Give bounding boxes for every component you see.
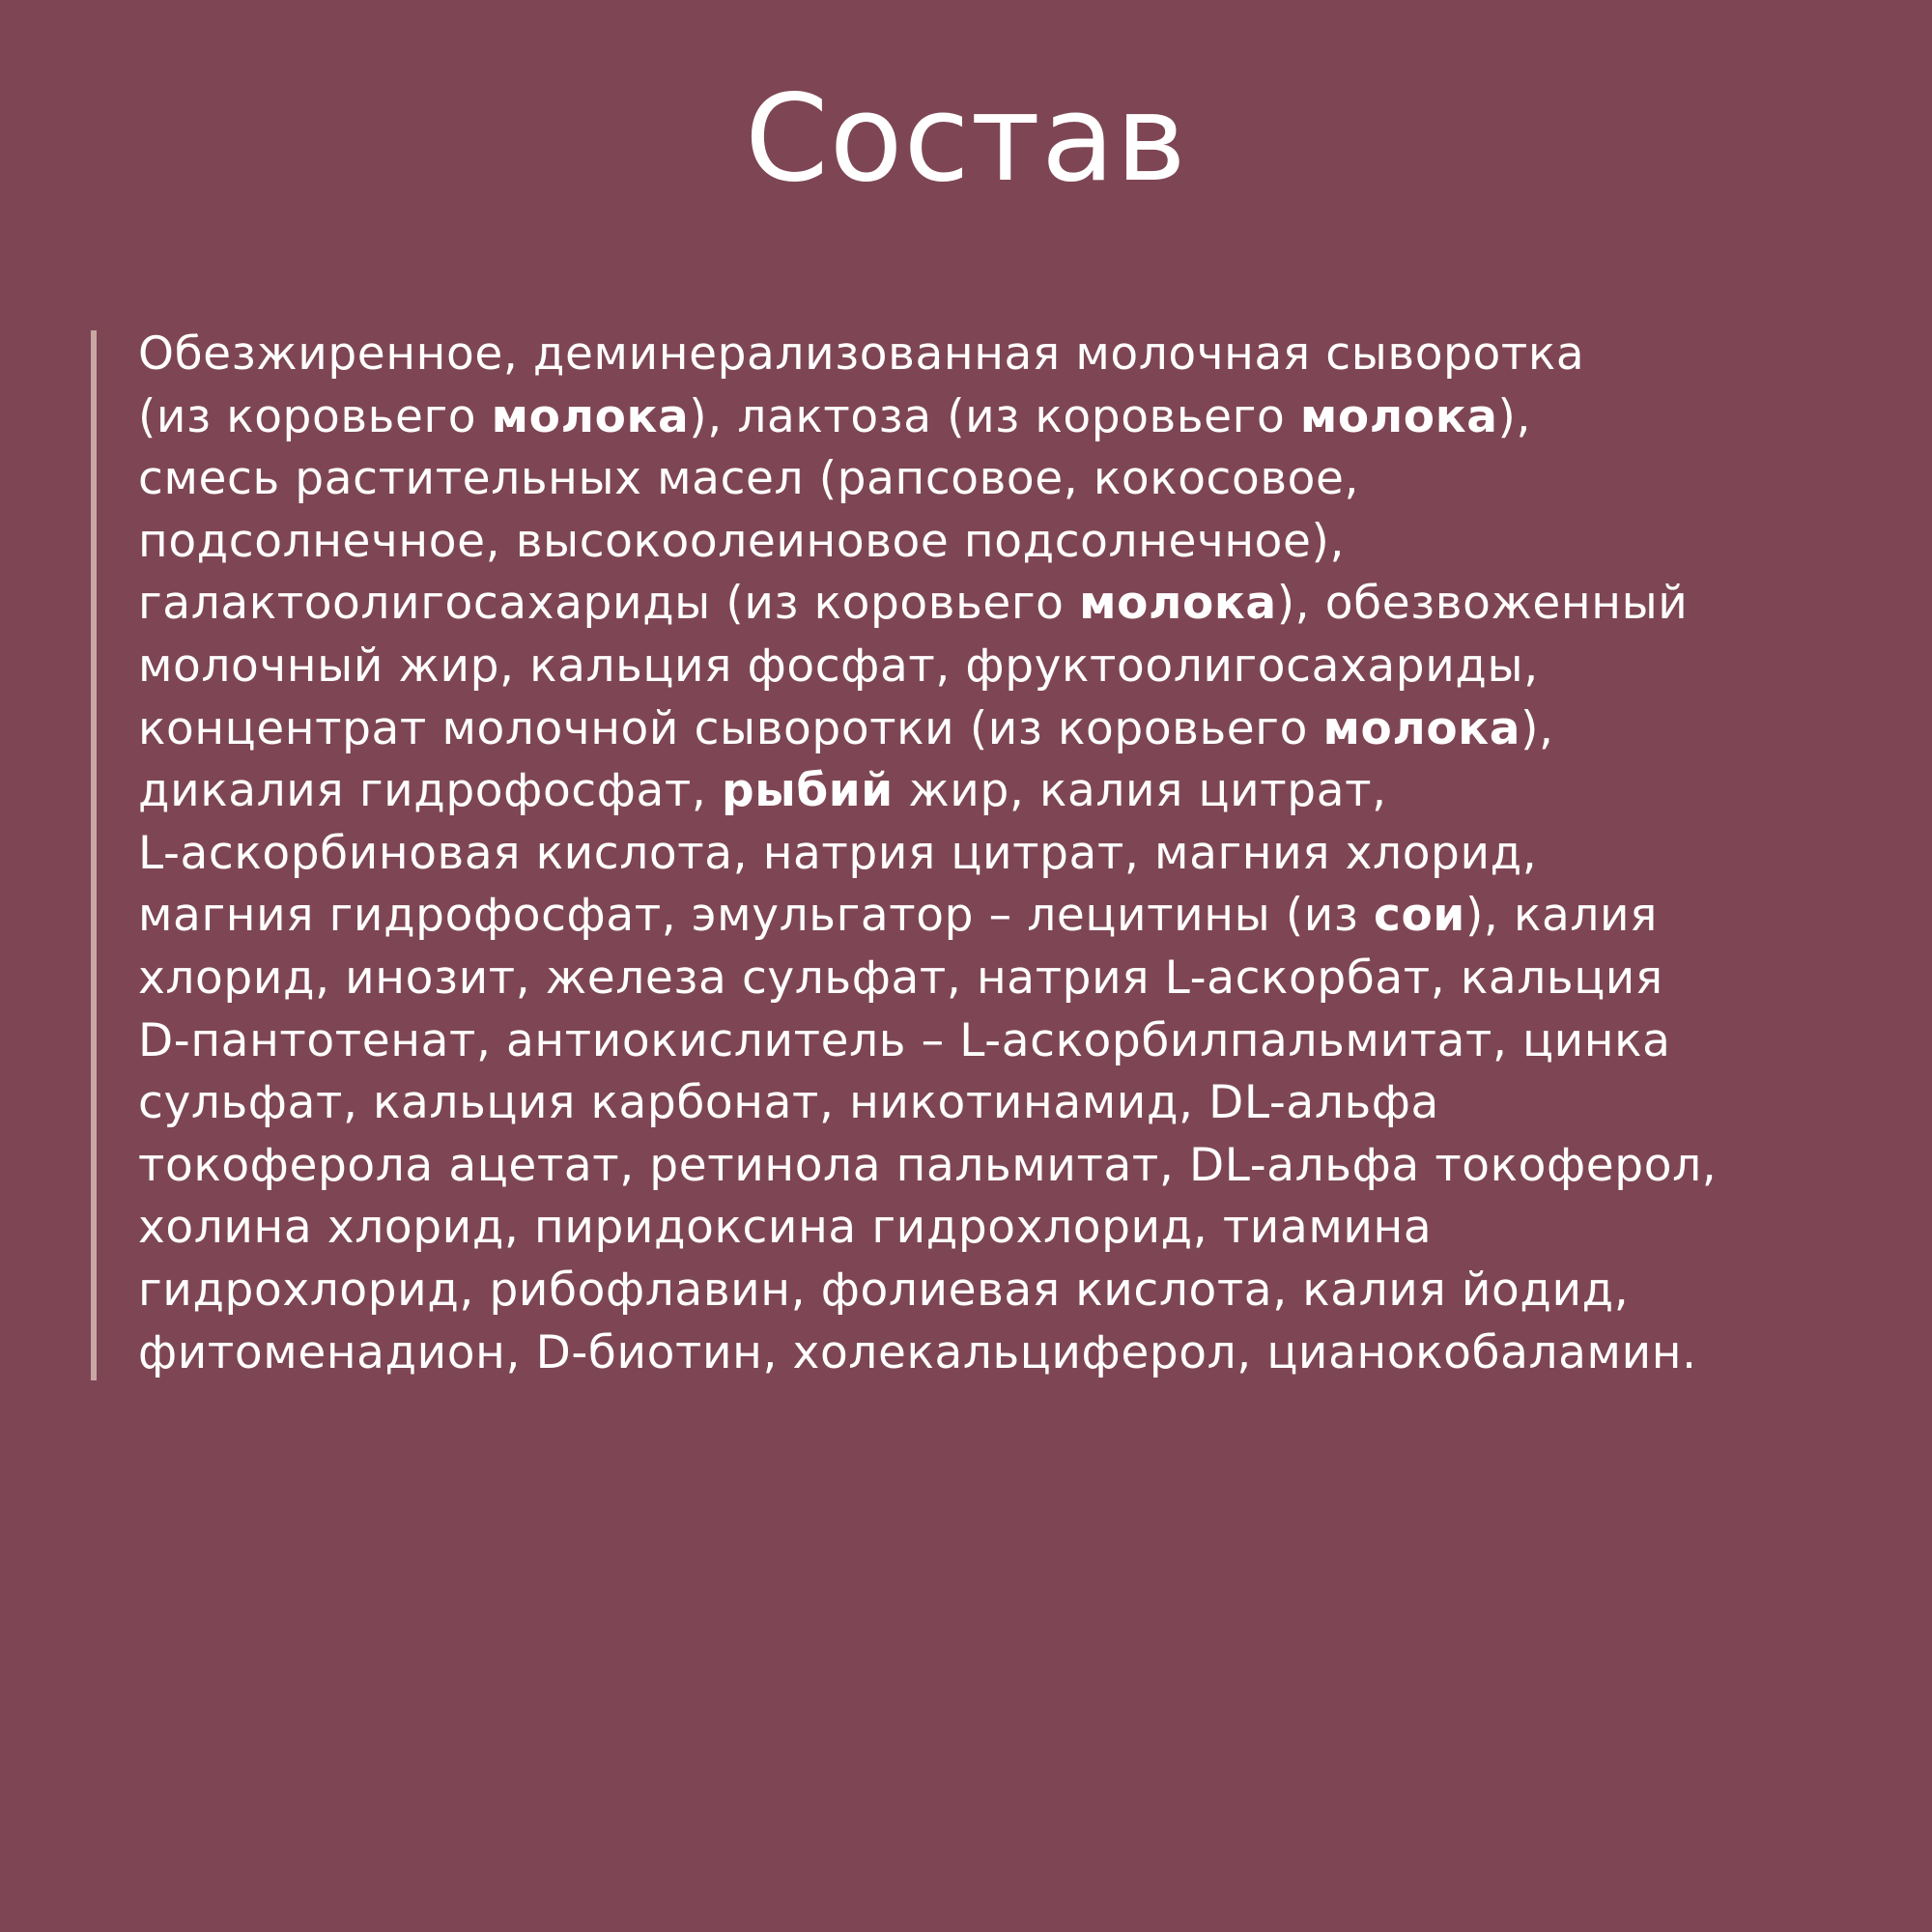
ingredients-text-segment: ), <box>1497 389 1531 443</box>
allergen-highlight: молока <box>1079 577 1277 631</box>
ingredients-line <box>138 823 1717 886</box>
allergen-highlight: молока <box>491 389 690 443</box>
ingredients-text-segment: подсолнечное, высокоолеиновое подсолнечное), <box>138 514 1346 568</box>
ingredients-text-segment: L-аскорбиновая кислота, натрия цитрат, магния хлорид, <box>138 826 1538 880</box>
ingredients-line <box>138 1135 1717 1198</box>
ingredients-text-segment: D-пантотенат, антиокислитель – L-аскорбилпальмитат, цинка <box>138 1013 1671 1067</box>
ingredients-text-segment: галактоолигосахариды (из коровьего <box>138 577 1080 631</box>
ingredients-text-segment: жир, калия цитрат, <box>893 764 1387 818</box>
ingredients-line <box>138 636 1717 698</box>
ingredients-line <box>138 386 1717 449</box>
ingredients-text-segment: хлорид, инозит, железа сульфат, натрия L-аскорбат, кальция <box>138 951 1663 1005</box>
allergen-highlight: молока <box>1299 389 1498 443</box>
ingredients-text-segment: ), <box>1520 701 1554 755</box>
ingredients-line <box>138 1322 1717 1385</box>
ingredients-line <box>138 1072 1717 1135</box>
ingredients-line <box>138 448 1717 511</box>
ingredients-line <box>138 885 1717 948</box>
ingredients-text-segment: фитоменадион, D-биотин, холекальциферол, цианокобаламин. <box>138 1325 1697 1379</box>
ingredients-text-segment: магния гидрофосфат, эмульгатор – лецитины (из <box>138 889 1375 943</box>
page-title: Состав <box>745 70 1187 209</box>
ingredients-text-segment: холина хлорид, пиридоксина гидрохлорид, тиамина <box>138 1201 1433 1255</box>
ingredients-text-segment: ), лактоза (из коровьего <box>689 389 1300 443</box>
ingredients-text-segment: ), обезвоженный <box>1276 577 1689 631</box>
ingredients-line <box>138 698 1717 761</box>
ingredients-text-segment: концентрат молочной сыворотки (из коровьего <box>138 701 1323 755</box>
ingredients-text-segment: (из коровьего <box>138 389 492 443</box>
ingredients-line <box>138 1010 1717 1073</box>
ingredients-text-segment: дикалия гидрофосфат, <box>138 764 722 818</box>
ingredients-text-segment: молочный жир, кальция фосфат, фруктоолигосахариды, <box>138 639 1539 693</box>
ingredients-text <box>138 324 1717 1384</box>
ingredients-text-segment: токоферола ацетат, ретинола пальмитат, DL-альфа токоферол, <box>138 1138 1718 1192</box>
ingredients-text-segment: гидрохлорид, рибофлавин, фолиевая кислота, калия йодид, <box>138 1263 1630 1317</box>
ingredients-line <box>138 511 1717 574</box>
ingredients-line <box>138 1260 1717 1322</box>
allergen-highlight: сои <box>1374 889 1465 943</box>
ingredients-text-segment: сульфат, кальция карбонат, никотинамид, DL-альфа <box>138 1076 1439 1130</box>
allergen-highlight: рыбий <box>721 764 894 818</box>
allergen-highlight: молока <box>1322 701 1521 755</box>
accent-bar <box>91 330 97 1380</box>
ingredients-line <box>138 760 1717 823</box>
ingredients-line <box>138 324 1717 386</box>
ingredients-line <box>138 573 1717 636</box>
ingredients-line <box>138 948 1717 1010</box>
ingredients-line <box>138 1197 1717 1260</box>
ingredients-text-segment: смесь растительных масел (рапсовое, кокосовое, <box>138 452 1360 506</box>
ingredients-text-segment: Обезжиренное, деминерализованная молочная сыворотка <box>138 327 1585 381</box>
ingredients-text-segment: ), калия <box>1464 889 1659 943</box>
